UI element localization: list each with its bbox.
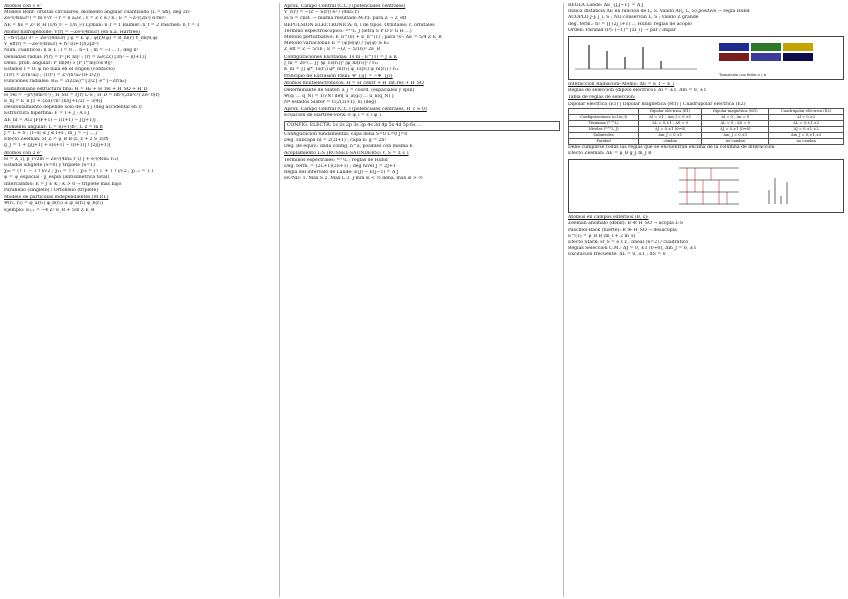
formula-line: E_nj = E_n [1 + (Zα)²/n² (n/(j+1/2) − 3/4)] — [4, 99, 103, 105]
table-cell: ΔL = 0,±1,±2 — [769, 120, 844, 126]
table-cell: Δl = 0 ; Δn = 0 — [702, 114, 769, 120]
level-diagram — [569, 160, 839, 210]
table-cell: Δm_J = 0,±1 — [639, 132, 702, 138]
table-cell: Δl = 0,±2 — [769, 114, 844, 120]
formula-line: Ze²/(4πε₀r²) = m v²/r → r = n a₀/Z ; v = Z c α / n ; E = −Z²/(2n²) α²mc² — [4, 16, 166, 22]
formula-line: Efecto Zeeman: H_Z = μ_B B (L_z + 2 S_z)/ħ — [4, 137, 109, 143]
formula-line: REPULSIÓN ELECTRÓNICA: n, l de tipos. Orbitales: ℓ, orbitales — [284, 22, 435, 28]
formula-line: Regla del intervalo de Landé: E(J) − E(J−1) = A J — [284, 170, 399, 176]
formula-line: Deg. de equiv.: dada config. n^a, posibles con misma E — [284, 144, 413, 150]
spectrum-plot — [569, 37, 839, 73]
section-heading: Aprox. Campo Central (C.C.) (potenciales centrales) — [284, 4, 406, 9]
formula-line: Funciones radiales: R₁₀ = 2(Z/a₀)^{3/2} e^{−Zr/a₀} — [4, 79, 128, 85]
formula-line: Reglas Selección C.M.: ΔJ = 0, ±1 (0↛0), Δm_J = 0, ±1 — [568, 246, 697, 252]
table-cell: cambia — [639, 138, 702, 144]
table-cell: ΔL = 0 ; ΔS = 0 — [702, 120, 769, 126]
table-cell: ΔJ = 0,±1 (0↛0) — [702, 126, 769, 132]
table-header: Dipolar magnética (M1) — [702, 108, 769, 114]
section-heading: Aprox. Campo Central (C.C.) (potenciales centrales, H_c ≈ 0) — [284, 107, 427, 113]
formula-line: Modelo Bohr: órbitas circulares, momento angular cuantizado (L = nħ), deg 2n² — [4, 10, 191, 16]
formula-line: Dipolar eléctrica (E1) | Dipolar magnética (M1) | Cuadrupolar eléctrica (E2) — [568, 101, 746, 107]
formula-line: Desdoblamiento depende sólo de n y j (deg accidental en l) — [4, 105, 142, 111]
table-row — [569, 138, 844, 144]
column-1 — [4, 3, 276, 597]
formula-line: g_J = 1 + [j(j+1) + s(s+1) − l(l+1)] / [2j(j+1)] — [4, 143, 111, 149]
table-cell: ΔJ = 0,±1 (0↛0) — [639, 126, 702, 132]
table-cell: no cambia — [702, 138, 769, 144]
formula-line: χ₀₀ = (↑↓ − ↓↑)/√2 ; χ₁₁ = ↑↑ ; χ₁₀ = (↑↓ + ↓↑)/√2 ; χ₁₋₁ = ↓↓ — [4, 169, 155, 175]
formula-line: Densidad radial: P(r) = r² |R_nl|² ; ⟨r⟩ = a₀/(2Z) [3n² − l(l+1)] — [4, 54, 146, 60]
formula-line: Método variacional: E = ⟨ψ|H|ψ⟩ / ⟨ψ|ψ⟩ ≥ E₀ — [284, 41, 389, 47]
formula-line: REGLA Landé: ΔE_{J,J−1} = A J — [568, 3, 644, 8]
table-cell: Niveles (²ˢ⁺¹L_J) — [569, 126, 639, 132]
formula-line: Si S = cnst. → misma resultado M.P.I. para Z → Z_eff — [284, 16, 407, 22]
formula-line: HUND: 1. Máx S 2. Máx L 3. J mín si < ½ llena, máx si > ½ — [284, 176, 423, 182]
formula-line: Paschen-Back (fuerte): B ≫ H_SO → desacopla — [568, 227, 677, 233]
table-cell: no cambia — [769, 138, 844, 144]
formula-line: [ −ħ²/(2μ) ∇² − Ze²/(4πε₀r) ] ψ = E ψ ; ψ(r,θ,φ) = R_nl(r) Y_lm(θ,φ) — [4, 36, 158, 42]
table-header: Dipolar eléctrica (E1) — [639, 108, 702, 114]
formula-line: V_eff(r) = −Ze²/(4πε₀r) + ħ² l(l+1)/(2μr²) — [4, 42, 99, 48]
formula-line: Términos espectrales: ²ˢ⁺¹L ; reglas de Hund — [284, 157, 388, 163]
formula-line: ⟨1/r⟩ = Z/(n²a₀) ; ⟨1/r²⟩ = Z²/(n³a₀²(l+1/2)) — [4, 73, 100, 79]
formula-line: ψ = ψ_espacial · χ_espín (antisimétrica total) — [4, 175, 110, 181]
formula-line: Ecuación de Hartree-Fock: F φ_i = ε_i φ_i — [284, 113, 381, 119]
table-cell: Paridad — [569, 138, 639, 144]
formula-line: Determinante de Slater: a_j = coord. (espaciales y spin) — [284, 87, 415, 93]
formula-line: J_nl = 2e²/... ∫∫ |φ_1s(r₁)|² |φ_nl(r₂)|² / r₁₂ — [284, 60, 379, 66]
table-cell: Δm_J = 0,±1,±2 — [769, 132, 844, 138]
figure-caption: Transición con fotón σ / π — [719, 72, 766, 77]
formula-line: J = L + S ; |l−s| ≤ j ≤ l+s ; m_j = −j … j — [4, 131, 97, 137]
formula-line: ACOPLO J-J: j_i, S ; NO conservan L, S ; válido Z grande — [568, 15, 699, 21]
formula-line: Ψ(r₁, r₂) = φ_a(r₁) φ_b(r₂) ± φ_a(r₂) φ_b(r₁) — [4, 201, 103, 207]
section-heading: Acoplamiento L-S (RUSSEL-SAUNDERS): ℓ, S = Σ s_i — [284, 151, 409, 157]
selection-rules-table — [568, 108, 844, 145]
formula-line: Ψ(q₁ … q_N) = 1/√N! det[ u_a(q₁) … u_n(q_N) ] — [284, 93, 394, 99]
section-heading: Átomos en campos externos (B, ε): — [568, 215, 649, 221]
formula-line: Intercambio: E = J ± K ; K > 0 → triplete más bajo — [4, 181, 122, 187]
formula-line: Método perturbativo: E_n^(0) + E_n^(1) ; para ¹s²: ΔE = 5/4 Z E_R — [284, 35, 442, 41]
section-heading: Tabla de reglas de selección: — [568, 95, 636, 101]
formula-line: Zeeman anómalo (débil): B ≪ H_SO → acopla L-S — [568, 221, 684, 227]
formula-line: H_rel = −p⁴/(8m³c²) ; H_SO = ξ(r) L·S ; H_D = πħ²/(2m²c²) Ze² δ(r) — [4, 92, 160, 98]
formula-line: Excitación frecuente: ΔL = 0, ±1 ; ΔS = 0 — [568, 252, 666, 258]
formula-line: ΔE = hν = Z² R_H (1/n_f² − 1/n_i²) Lyman: n_f = 1 Balmer: n_f = 2 Paschen: n_f = 3 — [4, 22, 200, 28]
formula-line: K_nl = ∫∫ φ*_1s(r₁) φ*_nl(r₂) φ_1s(r₂) φ_nl(r₁) / r₁₂ — [284, 67, 399, 73]
formula-line: Parahelio (singlete) / Ortohelio (triplete) — [4, 187, 99, 193]
formula-line: Término espectroscópico: ²ˢ⁺¹L_J (letra S P D F G H …) — [284, 28, 412, 34]
formula-line: Nº estados Slater = C(2(2l+1), n) (deg) — [284, 100, 377, 106]
formula-line: Efecto Stark: H_S = e ε z ; lineal (n=2) / cuadrático — [568, 240, 689, 246]
formula-line: Configuración fundamental: capa llena S=0 L=0 J=0 — [284, 131, 408, 137]
formula-line: Indica distancia ΔE en función de L, S. Válido A(ζ, L, S) positivo → regla Hund — [568, 9, 750, 15]
formula-line: Dens. prob. angular: P_lm(θ) ∝ |P_l^m(cos θ)|² — [4, 60, 113, 66]
formula-line: H = Σ_i [ p_i²/2m − Ze²/(4πε₀ r_i) ] + e²/(4πε₀ r₁₂) — [4, 156, 119, 162]
formula-line: Deg. subcapa nl = 2(2l+1) ; capa n: g = 2n² — [284, 138, 387, 144]
section-heading: Modelo de partículas independientes (M.P.I.) — [4, 195, 109, 201]
formula-line: Ejemplo: E₁,₁ = −4 Z² E_R + 5/8 Z E_R — [4, 207, 95, 213]
formula-line: CONFIG. ELECTR: 1s 2s 2p 3s 3p 4s 3d 4p 5s 4d 5p 6s … — [284, 121, 560, 131]
formula-line: E^(1) = μ_B B (m_l + 2 m_s) — [568, 233, 636, 239]
formula-line: Núm. cuánticos: n ≥ 1 ; l = 0 … n−1 ; m = −l … l ; deg n² — [4, 48, 139, 54]
section-heading: Configuraciones Excitadas: 1s nl ; E^(1) = J ± K — [284, 54, 398, 60]
formula-line: Efecto Zeeman: ΔE = μ_B g_J m_J B — [568, 151, 652, 157]
formula-line: Estructura hiperfina: F = I + J ; A I·J — [4, 111, 90, 117]
table-cell: Subniveles — [569, 132, 639, 138]
table-cell: ΔL = 0,±1 ; ΔS = 0 — [639, 120, 702, 126]
formula-line: Estados l = 0: ψ no nula en el origen (contacto) — [4, 67, 115, 73]
table-cell: ΔJ = 0,±1,±2 — [769, 126, 844, 132]
formula-line: Estados singlete (S=0) y triplete (S=1) — [4, 163, 95, 169]
section-heading: Átomo hidrogenoide: V(r) = −Ze²/(4πε₀r) (en u.a. Hartree) — [4, 29, 140, 35]
column-divider — [563, 3, 564, 597]
formula-line: Z_eff = Z − 5/16 ; E = −(Z − 5/16)² 2E_R — [284, 47, 381, 53]
table-cell: Términos (²ˢ⁺¹L) — [569, 120, 639, 126]
formula-line: Orden: Paridad (P): (−1)^{Σl_i} → par / impar — [568, 27, 676, 33]
section-heading: Hamiltoniano estructura fina: H = H₀ + H_rel + H_SO + H_D — [4, 86, 148, 92]
formula-line: ΔE_hf = A/2 [F(F+1) − I(I+1) − J(J+1)] — [4, 117, 96, 123]
table-cell: Δm_J = 0,±1 — [702, 132, 769, 138]
formula-line: deg. térm.: n! = ∏ (2j_i+1) … Hund: reglas de acoplo — [568, 21, 692, 27]
column-divider — [279, 3, 280, 597]
spectrum-figure — [568, 36, 844, 80]
table-cell: Configuraciones (n,l,m_l) — [569, 114, 639, 120]
section-heading: Átomos con 2 e⁻ — [4, 150, 43, 156]
formula-line: Deg. térm. = (2L+1)(2S+1) ; deg nivel J = 2J+1 — [284, 163, 396, 169]
section-heading: Átomos multielectrónicos: H = H_centr + H_int.res + H_SO — [284, 81, 424, 87]
formula-line: Debe cumplirse todas las reglas que se encuentran encima de la columna de interacción — [568, 144, 775, 150]
table-cell: Δl = ±1 ; Δm_l = 0,±1 — [639, 114, 702, 120]
column-2 — [284, 3, 560, 597]
section-heading: Interacción Radiación–Átomo: ΔE = E_f − E_i — [568, 82, 675, 88]
formula-line: Reglas de selección (dipolo eléctrico): Δl = ±1, Δm = 0, ±1 — [568, 88, 707, 94]
table-header: Cuadrupolar eléctrica (E2) — [769, 108, 844, 114]
formula-line: V_c(r) = −(Z − S(r)) e² / (4πε₀ r) — [284, 10, 359, 16]
section-heading: Átomos con 1 e⁻ — [4, 4, 43, 9]
level-diagram-figure — [568, 159, 844, 213]
section-heading: Momento angular: L = l(l+1)ħ², L_z = m ħ — [4, 124, 103, 130]
section-heading: Principio de Exclusión Pauli: Ψ_{ij} = −Ψ_{ji} — [284, 74, 393, 80]
column-3 — [568, 3, 844, 597]
